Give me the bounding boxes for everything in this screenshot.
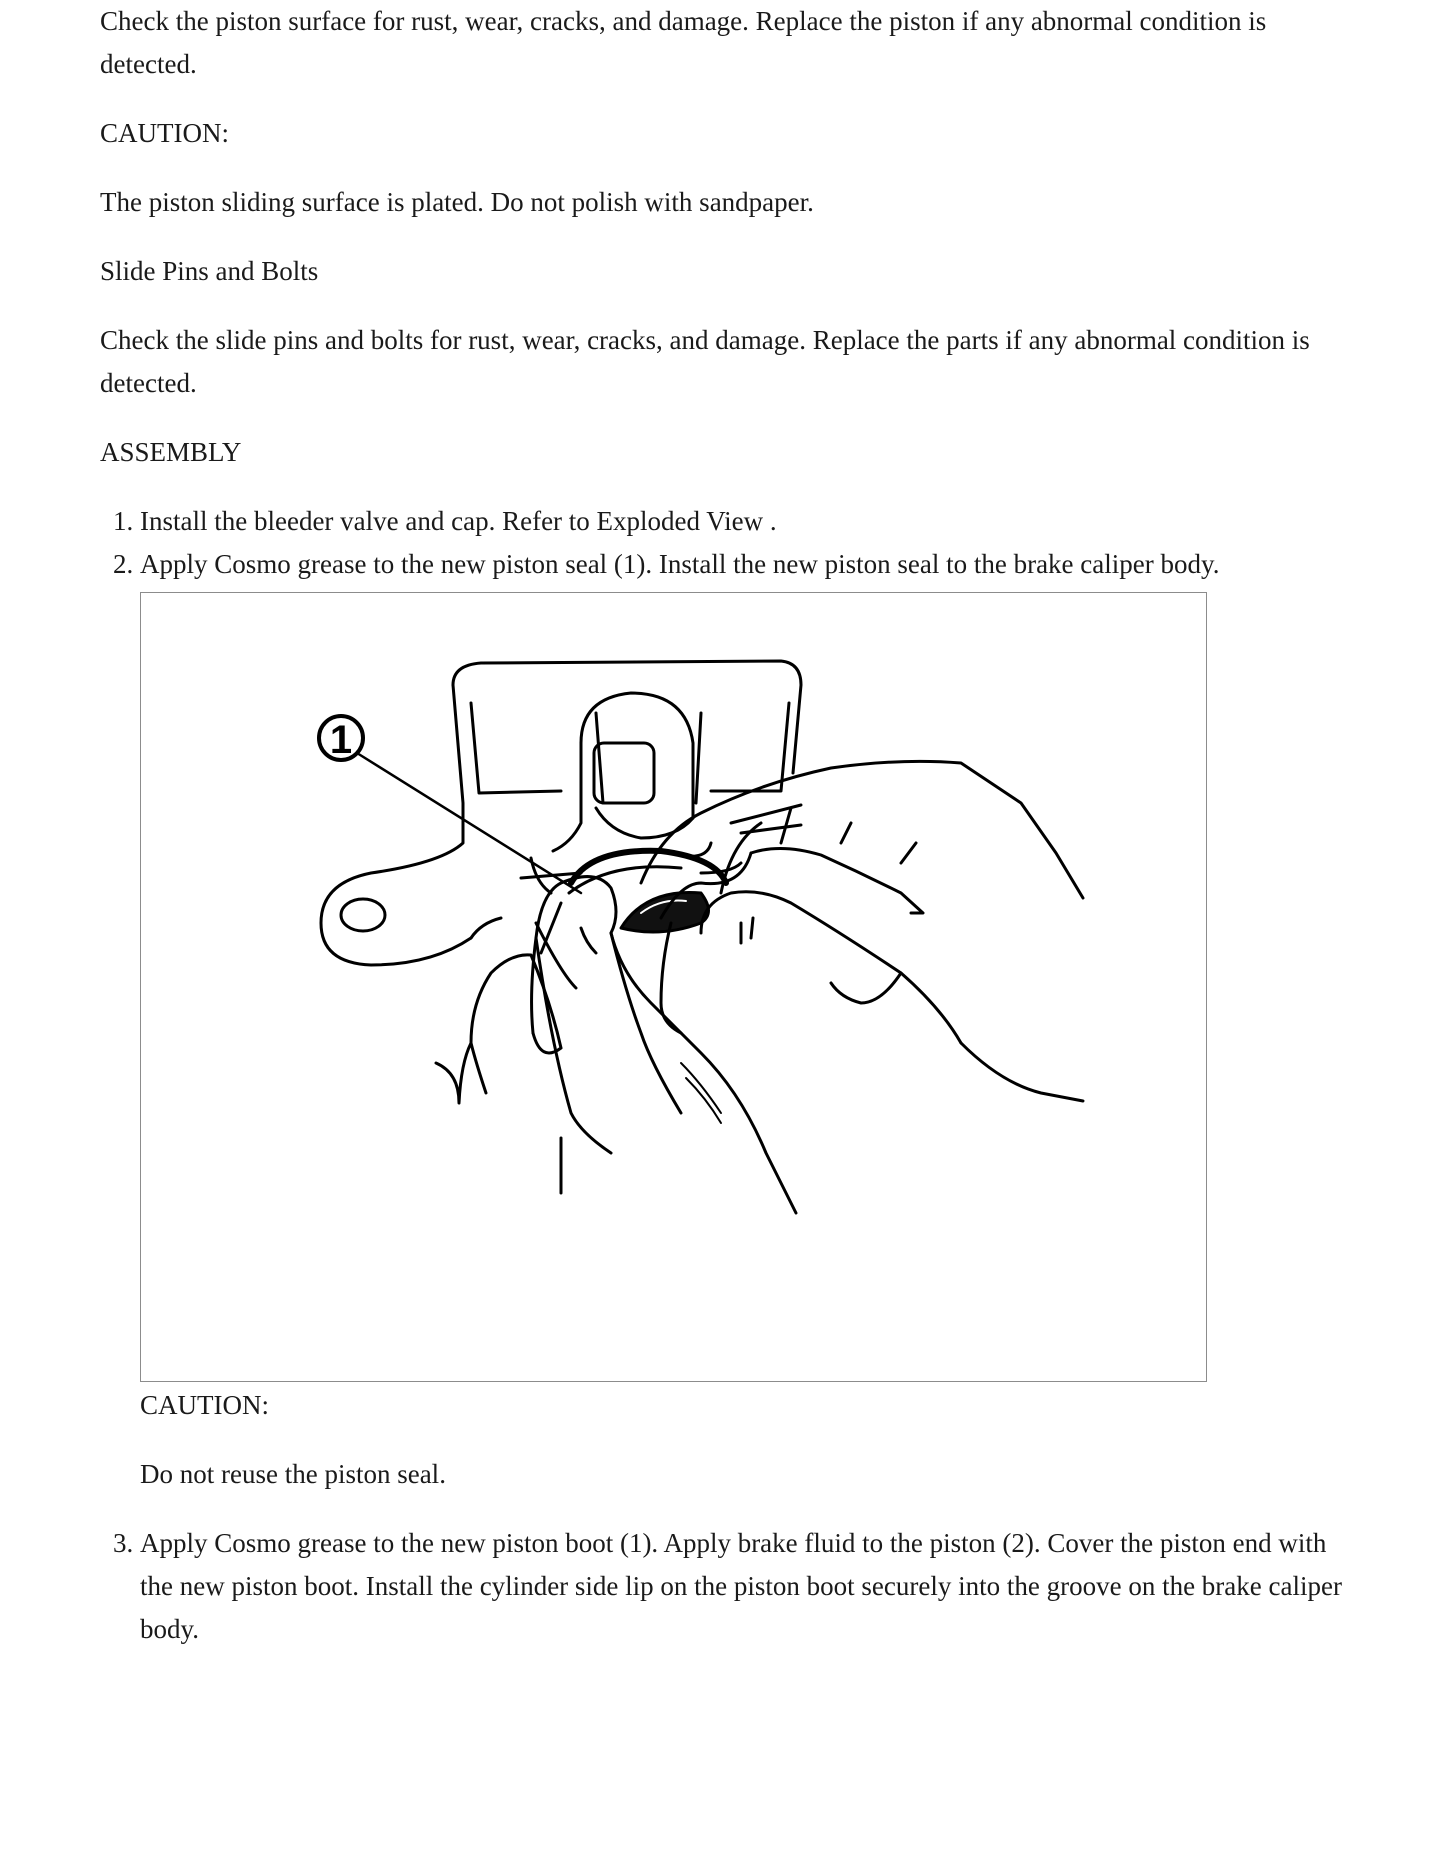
piston-inspection-text: Check the piston surface for rust, wear, cracks, and damage. Replace the piston if any abnormal condition is detected.	[100, 6, 1267, 79]
step-2-caution-label: CAUTION:	[140, 1390, 269, 1420]
slide-pins-heading: Slide Pins and Bolts	[100, 256, 319, 286]
step-text: Apply Cosmo grease to the new piston boot (1). Apply brake fluid to the piston (2). Cover the piston end with the new piston boot. Install the cylinder side lip on the piston boot securely into the groove on the brake caliper body.	[140, 1528, 1342, 1644]
right-hand-drawing	[641, 761, 1083, 1101]
step-2-caution-text: Do not reuse the piston seal.	[140, 1459, 446, 1489]
piston-seal-illustration	[140, 592, 1207, 1382]
slide-pins-text: Check the slide pins and bolts for rust, wear, cracks, and damage. Replace the parts if any abnormal condition is detected.	[100, 325, 1310, 398]
document-page	[100, 0, 1350, 1651]
step-text: Apply Cosmo grease to the new piston seal (1). Install the new piston seal to the brake caliper body.	[140, 549, 1220, 579]
callout-1-label: 1	[329, 718, 353, 762]
assembly-step-3	[140, 1522, 1350, 1651]
callout-1	[319, 716, 581, 893]
assembly-step-2	[140, 543, 1350, 1496]
assembly-steps	[100, 500, 1350, 1651]
assembly-heading: ASSEMBLY	[100, 437, 242, 467]
step-text: Install the bleeder valve and cap. Refer to Exploded View .	[140, 506, 777, 536]
caliper-body-drawing	[321, 661, 801, 988]
caution-label: CAUTION:	[100, 118, 229, 148]
assembly-step-1	[140, 500, 1350, 543]
caution-text: The piston sliding surface is plated. Do not polish with sandpaper.	[100, 187, 814, 217]
